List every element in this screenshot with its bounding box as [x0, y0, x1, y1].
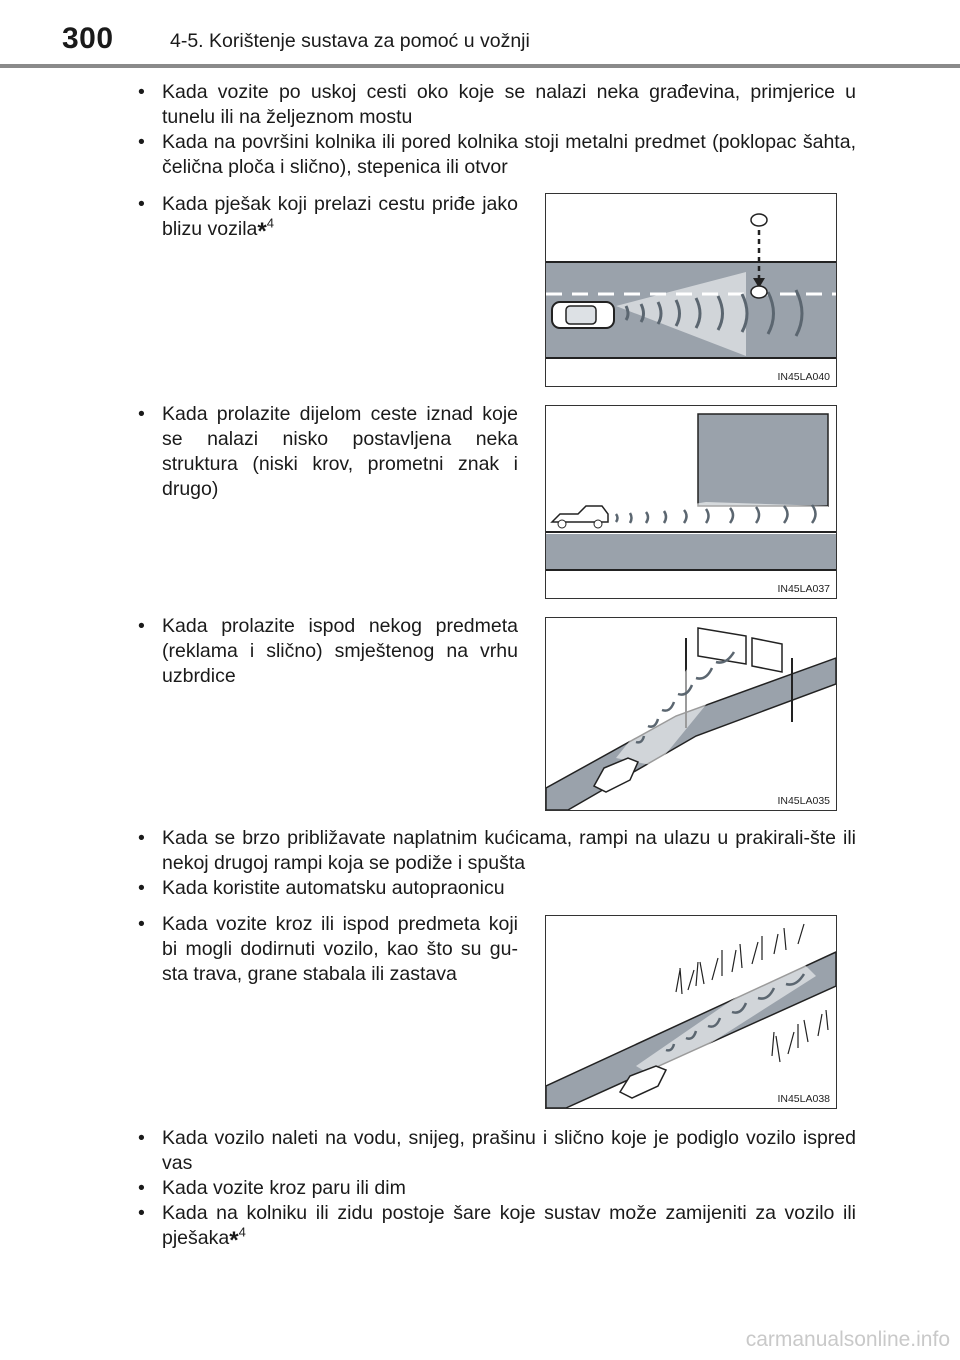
bullet-patterns: • Kada na kolniku ili zidu postoje šare koje sustav može zamijeniti za vozilo ili pješaka*$^4$ [138, 1202, 856, 1254]
bullet-toll-gate: • Kada se brzo približavate naplatnim kućicama, rampi na ulazu u prakirali-šte ili nekoj drugoj rampi koja se podiže i spušta [138, 827, 856, 874]
page-number: 300 [62, 22, 114, 55]
figure-code: IN45LA038 [777, 1093, 830, 1105]
figure-uphill-billboard [545, 617, 837, 811]
figure-code: IN45LA035 [777, 795, 830, 807]
bullet-narrow-road: • Kada vozite po uskoj cesti oko koje se nalazi neka građevina, primjerice u tunelu ili na željeznom mostu [138, 81, 856, 128]
bullet-grass-branches: • Kada vozite kroz ili ispod predmeta koji bi mogli dodirnuti vozilo, kao što su gu-sta trava, grane stabala ili zastava [138, 913, 518, 985]
bullet-metal-object: • Kada na površini kolnika ili pored kolnika stoji metalni predmet (poklopac šahta, čelična ploča i slično), stepenica ili otvor [138, 131, 856, 178]
figure-grass [545, 915, 837, 1109]
bullet-pedestrian: • Kada pješak koji prelazi cestu priđe jako blizu vozila*$^4$ [138, 193, 518, 245]
bullet-steam-smoke: • Kada vozite kroz paru ili dim [138, 1177, 406, 1199]
figure-code: IN45LA037 [777, 583, 830, 595]
section-title: 4-5. Korištenje sustava za pomoć u vožnji [170, 30, 530, 52]
figure-pedestrian [545, 193, 837, 387]
bullet-low-structure: • Kada prolazite dijelom ceste iznad koje se nalazi nisko postavljena neka struktura (niski krov, prometni znak i drugo) [138, 403, 518, 500]
watermark: carmanualsonline.info [745, 1328, 950, 1351]
bullet-uphill-billboard: • Kada prolazite ispod nekog predmeta (reklama i slično) smještenog na vrhu uzbrdice [138, 615, 518, 687]
figure-low-structure [545, 405, 837, 599]
bullet-water-snow: • Kada vozilo naleti na vodu, snijeg, prašinu i slično koje je podiglo vozilo ispred vas [138, 1127, 856, 1174]
figure-code: IN45LA040 [777, 371, 830, 383]
header-rule [0, 64, 960, 68]
bullet-car-wash: • Kada koristite automatsku autopraonicu [138, 877, 505, 899]
